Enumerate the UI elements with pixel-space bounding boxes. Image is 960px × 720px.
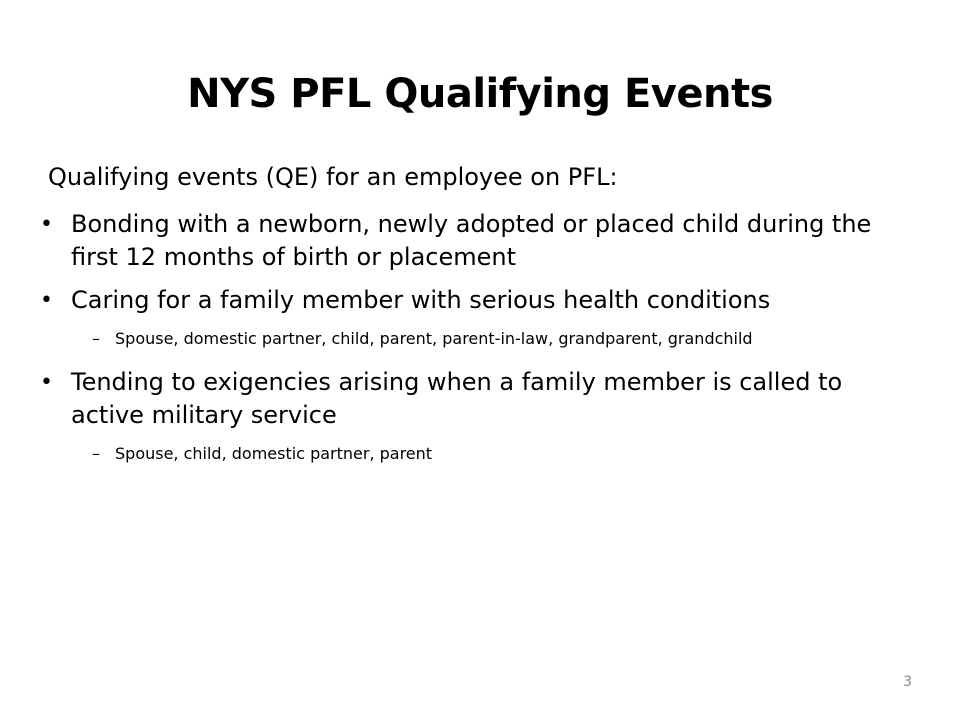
bullet-text: Caring for a family member with serious health conditions: [71, 286, 771, 314]
bullet-icon: •: [40, 212, 53, 237]
bullet-text: Tending to exigencies arising when a family member is called to active military service: [71, 368, 843, 429]
dash-icon: –: [92, 329, 100, 348]
bullet-item: [40, 284, 912, 317]
slide-body: [40, 160, 912, 481]
bullet-item: [40, 366, 912, 432]
bullet-item: [40, 208, 912, 274]
page-number: 3: [903, 674, 912, 690]
sub-bullet-text: Spouse, domestic partner, child, parent, parent-in-law, grandparent, grandchild: [115, 329, 753, 348]
sub-bullet-text: Spouse, child, domestic partner, parent: [115, 444, 433, 463]
dash-icon: –: [92, 444, 100, 463]
intro-text: Qualifying events (QE) for an employee on PFL:: [48, 163, 618, 191]
bullet-text: Bonding with a newborn, newly adopted or placed child during the first 12 months of birth or placement: [71, 210, 872, 271]
bullet-icon: •: [40, 370, 53, 395]
sub-bullet-item: [48, 440, 912, 467]
sub-bullet-item: [48, 325, 912, 352]
slide-title: NYS PFL Qualifying Events: [187, 71, 773, 117]
bullet-icon: •: [40, 288, 53, 313]
